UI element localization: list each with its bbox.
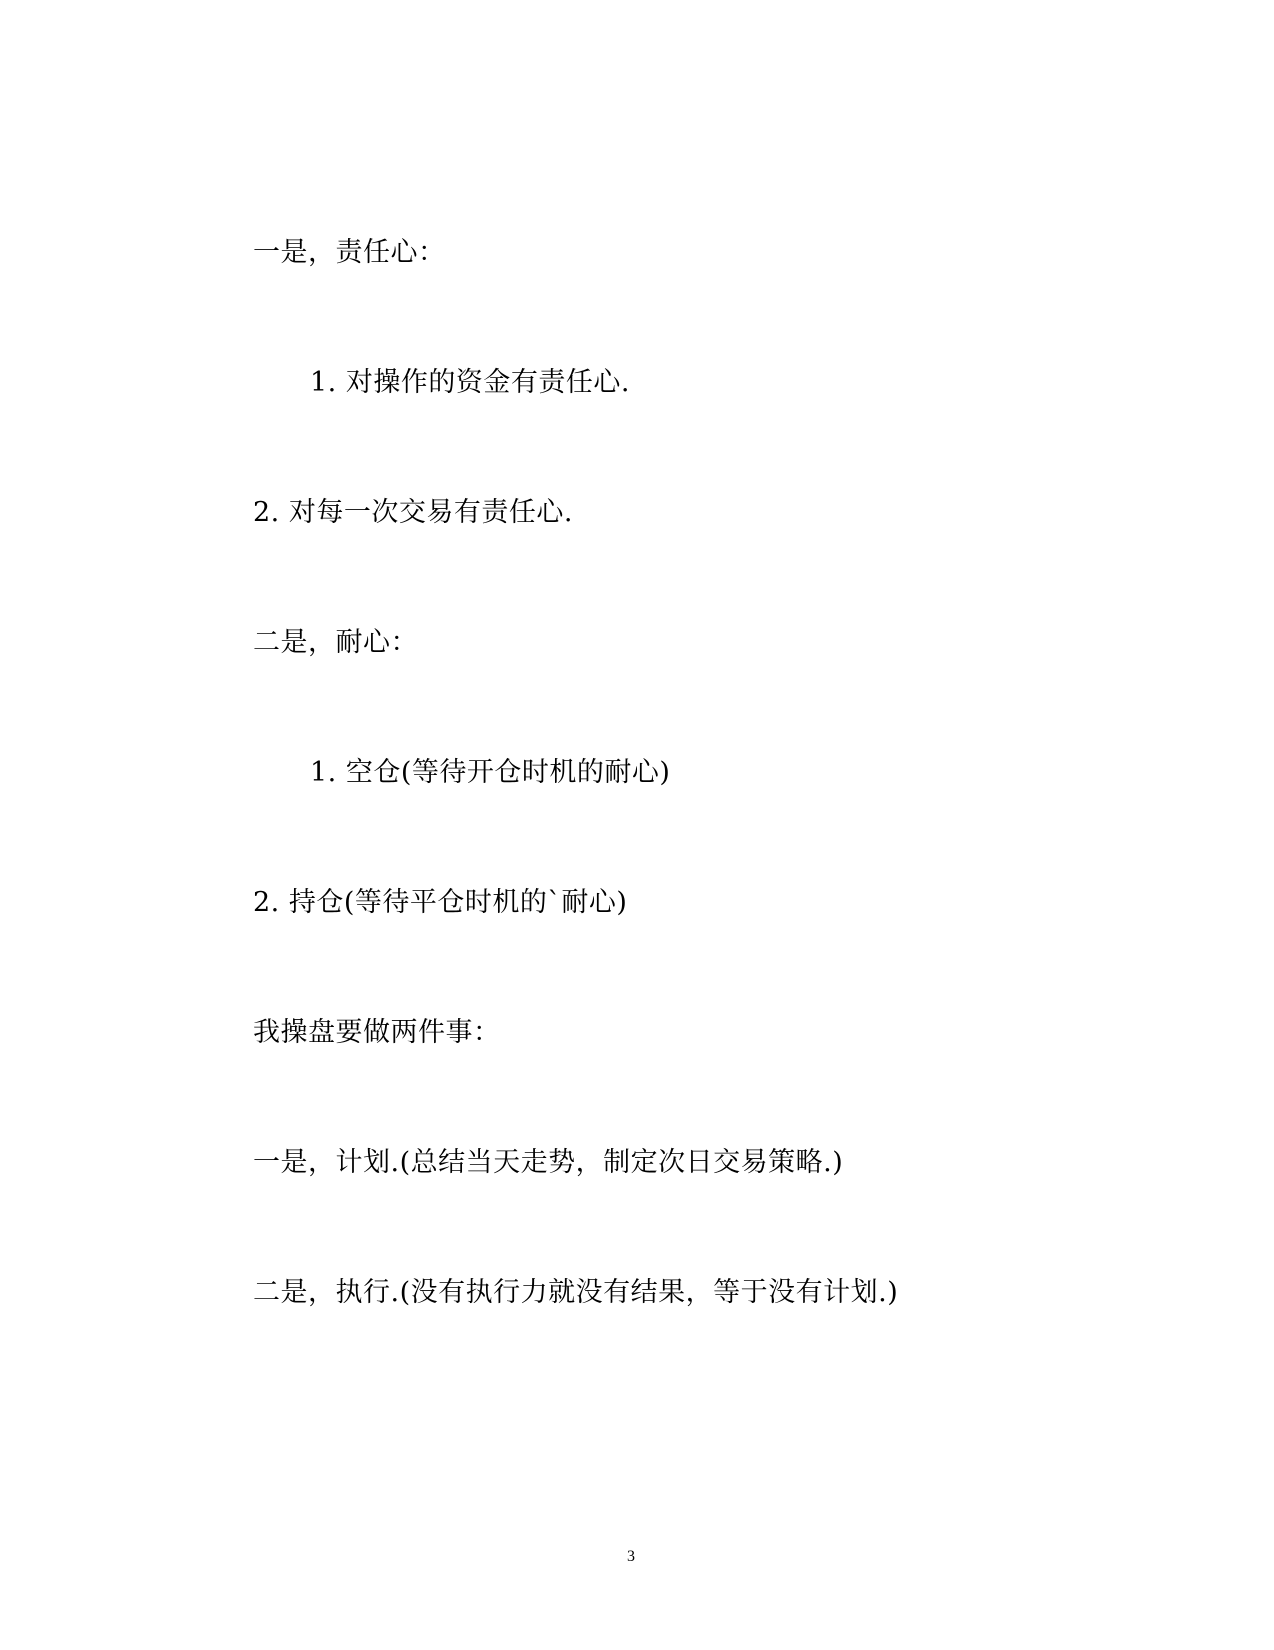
section-heading-two-things: 我操盘要做两件事： bbox=[253, 1017, 501, 1048]
page-number: 3 bbox=[627, 1548, 635, 1565]
list-item: 1. 空仓(等待开仓时机的耐心) bbox=[310, 757, 671, 788]
list-item: 2. 对每一次交易有责任心. bbox=[253, 497, 573, 528]
paragraph: 一是，计划.(总结当天走势，制定次日交易策略.) bbox=[253, 1147, 844, 1178]
list-item: 1. 对操作的资金有责任心. bbox=[310, 367, 630, 398]
paragraph: 二是，执行.(没有执行力就没有结果，等于没有计划.) bbox=[253, 1277, 899, 1308]
list-item: 2. 持仓(等待平仓时机的`耐心) bbox=[253, 887, 628, 918]
section-heading-patience: 二是，耐心： bbox=[253, 627, 418, 658]
section-heading-responsibility: 一是，责任心： bbox=[253, 237, 446, 268]
